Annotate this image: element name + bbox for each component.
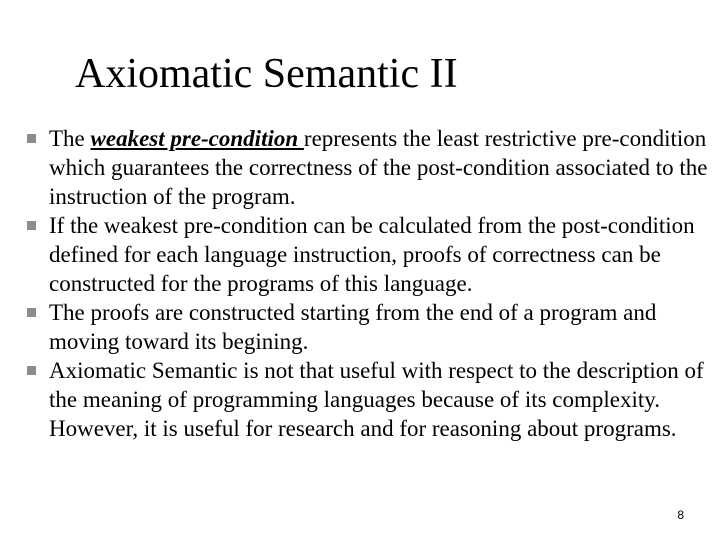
slide-number: 8 (677, 508, 684, 522)
bullet-text: Axiomatic Semantic is not that useful with respect to the description of the meaning of programming languages because of its complexity. However, it is useful for research and for reasoning about programs. (49, 358, 704, 441)
bullet-list (40, 124, 712, 443)
bullet-text: The proofs are constructed starting from the end of a program and moving toward its begining. (49, 300, 657, 354)
bullet-item-proofs (40, 298, 712, 356)
bullet-text: represents the least restrictive pre-condition which guarantees the correctness of the post-condition associated to the instruction of the program. (49, 126, 708, 209)
square-bullet-icon (27, 308, 36, 317)
square-bullet-icon (27, 134, 36, 143)
slide-title: Axiomatic Semantic II (75, 51, 458, 97)
square-bullet-icon (27, 366, 36, 375)
bullet-text: If the weakest pre-condition can be calculated from the post-condition defined for each language instruction, proofs of correctness can be constructed for the programs of this language. (49, 213, 695, 296)
bullet-item-calculation (40, 211, 712, 298)
bullet-item-weakest-precondition (40, 124, 712, 211)
square-bullet-icon (27, 221, 36, 230)
bullet-prefix: The (49, 126, 91, 151)
emphasized-term: weakest pre-condition (90, 126, 304, 151)
bullet-item-usefulness (40, 356, 712, 443)
